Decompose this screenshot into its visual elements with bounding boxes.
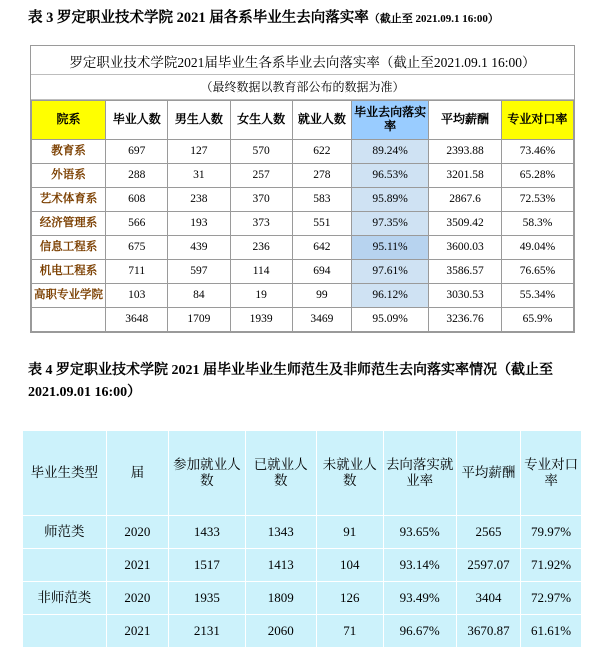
table3-cell: 84 — [168, 284, 230, 308]
table4-cell: 2565 — [456, 516, 521, 549]
table4-cell: 79.97% — [521, 516, 582, 549]
table3-cell: 288 — [106, 164, 168, 188]
table4-cell: 3404 — [456, 582, 521, 615]
table4-cell: 1343 — [245, 516, 316, 549]
table4-cell: 2021 — [106, 615, 168, 648]
table3 — [31, 100, 574, 332]
table4-cell: 2131 — [169, 615, 245, 648]
table3-cell: 103 — [106, 284, 168, 308]
table3-cell-dept: 外语系 — [32, 164, 106, 188]
table3-cell: 3201.58 — [429, 164, 502, 188]
table3-cell-rate: 97.61% — [351, 260, 428, 284]
table3-cell: 570 — [230, 140, 292, 164]
table-row — [23, 582, 582, 615]
table3-cell: 3648 — [106, 308, 168, 332]
table3-cell: 608 — [106, 188, 168, 212]
table3-cell: 127 — [168, 140, 230, 164]
table4-cell-type — [23, 615, 107, 648]
table3-cell-rate: 95.89% — [351, 188, 428, 212]
table3-header-graduates: 毕业人数 — [106, 101, 168, 140]
table4-cell: 1517 — [169, 549, 245, 582]
table4-cell: 93.65% — [383, 516, 456, 549]
table3-cell: 694 — [292, 260, 351, 284]
table3-cell-rate: 95.11% — [351, 236, 428, 260]
table3-cell: 193 — [168, 212, 230, 236]
table4-cell: 2020 — [106, 516, 168, 549]
table3-cell: 711 — [106, 260, 168, 284]
table-row — [32, 284, 574, 308]
table3-cell-dept — [32, 308, 106, 332]
table3-cell: 99 — [292, 284, 351, 308]
table3-cell-dept: 机电工程系 — [32, 260, 106, 284]
table-row — [32, 260, 574, 284]
table3-cell: 2867.6 — [429, 188, 502, 212]
table3-header-employed: 就业人数 — [292, 101, 351, 140]
table-row-total — [32, 308, 574, 332]
table4-container — [22, 430, 582, 648]
table3-cell: 72.53% — [501, 188, 573, 212]
table4-cell: 61.61% — [521, 615, 582, 648]
table3-cell: 566 — [106, 212, 168, 236]
table3-header-male: 男生人数 — [168, 101, 230, 140]
table3-cell: 622 — [292, 140, 351, 164]
table3-cell-dept: 艺术体育系 — [32, 188, 106, 212]
table-row — [23, 615, 582, 648]
table-row — [32, 236, 574, 260]
table3-cell: 597 — [168, 260, 230, 284]
table4-cell: 71.92% — [521, 549, 582, 582]
table3-cell: 370 — [230, 188, 292, 212]
table3-cell-rate: 89.24% — [351, 140, 428, 164]
table3-cell: 3509.42 — [429, 212, 502, 236]
table3-cell: 3236.76 — [429, 308, 502, 332]
table3-cell: 697 — [106, 140, 168, 164]
table4-cell: 91 — [316, 516, 383, 549]
table4-cell: 93.14% — [383, 549, 456, 582]
table3-header-salary: 平均薪酬 — [429, 101, 502, 140]
table3-cell: 73.46% — [501, 140, 573, 164]
table4-header-unemployed: 未就业人数 — [316, 431, 383, 516]
table4-cell: 71 — [316, 615, 383, 648]
table-row — [32, 188, 574, 212]
table4-header-rate: 去向落实就业率 — [383, 431, 456, 516]
table3-cell: 114 — [230, 260, 292, 284]
table4-cell: 104 — [316, 549, 383, 582]
table4-cell: 126 — [316, 582, 383, 615]
table3-cell: 19 — [230, 284, 292, 308]
table3-cell: 3469 — [292, 308, 351, 332]
table4-cell: 2597.07 — [456, 549, 521, 582]
table3-cell: 373 — [230, 212, 292, 236]
table3-cell: 76.65% — [501, 260, 573, 284]
table4-header-participants: 参加就业人数 — [169, 431, 245, 516]
table3-cell-rate: 96.53% — [351, 164, 428, 188]
table4-cell: 93.49% — [383, 582, 456, 615]
table4-cell: 2021 — [106, 549, 168, 582]
table3-cell-dept: 信息工程系 — [32, 236, 106, 260]
table4-cell-type: 师范类 — [23, 516, 107, 549]
table3-container — [30, 45, 575, 333]
table3-cell: 3586.57 — [429, 260, 502, 284]
table3-cell: 58.3% — [501, 212, 573, 236]
table4-header-row — [23, 431, 582, 516]
table3-cell: 31 — [168, 164, 230, 188]
table3-cell: 65.9% — [501, 308, 573, 332]
table3-caption-main: 表 3 罗定职业技术学院 2021 届各系毕业生去向落实率 — [28, 10, 369, 26]
table-row — [23, 516, 582, 549]
table3-cell: 1939 — [230, 308, 292, 332]
table3-cell: 257 — [230, 164, 292, 188]
table4-cell: 2020 — [106, 582, 168, 615]
table3-cell: 642 — [292, 236, 351, 260]
table4-cell: 1809 — [245, 582, 316, 615]
table3-cell-rate: 95.09% — [351, 308, 428, 332]
table3-header-dept: 院系 — [32, 101, 106, 140]
table3-cell: 2393.88 — [429, 140, 502, 164]
table3-cell: 278 — [292, 164, 351, 188]
table-row — [23, 549, 582, 582]
table3-caption-note: （截止至 2021.09.1 16:00） — [368, 13, 499, 25]
table-row — [32, 212, 574, 236]
table3-cell: 1709 — [168, 308, 230, 332]
table3-cell: 49.04% — [501, 236, 573, 260]
table3-cell: 238 — [168, 188, 230, 212]
table4-header-year: 届 — [106, 431, 168, 516]
table3-cell: 439 — [168, 236, 230, 260]
table4-cell-type — [23, 549, 107, 582]
table3-caption — [28, 6, 588, 27]
table4-header-type: 毕业生类型 — [23, 431, 107, 516]
table-row — [32, 140, 574, 164]
table3-cell-dept: 教育系 — [32, 140, 106, 164]
table-row — [32, 164, 574, 188]
table4-cell: 96.67% — [383, 615, 456, 648]
table3-cell-rate: 97.35% — [351, 212, 428, 236]
table3-title: 罗定职业技术学院2021届毕业生各系毕业去向落实率（截止至2021.09.1 16:00） — [31, 46, 574, 75]
table3-header-rate: 毕业去向落实率 — [351, 101, 428, 140]
table3-header-match: 专业对口率 — [501, 101, 573, 140]
table4-cell: 2060 — [245, 615, 316, 648]
table3-cell: 675 — [106, 236, 168, 260]
table4-cell: 3670.87 — [456, 615, 521, 648]
table3-cell: 3600.03 — [429, 236, 502, 260]
table4-cell: 1413 — [245, 549, 316, 582]
table3-cell: 3030.53 — [429, 284, 502, 308]
table3-subtitle: （最终数据以教育部公布的数据为准） — [31, 75, 574, 100]
table3-cell: 236 — [230, 236, 292, 260]
table3-header-female: 女生人数 — [230, 101, 292, 140]
table3-cell-dept: 高职专业学院 — [32, 284, 106, 308]
table4-header-salary: 平均薪酬 — [456, 431, 521, 516]
table3-cell: 65.28% — [501, 164, 573, 188]
table4-cell: 72.97% — [521, 582, 582, 615]
table3-cell: 551 — [292, 212, 351, 236]
table4-caption: 表 4 罗定职业技术学院 2021 届毕业毕业生师范生及非师范生去向落实率情况（截止至 2021.09.01 16:00） — [28, 363, 553, 400]
table3-cell-rate: 96.12% — [351, 284, 428, 308]
table4-cell-type: 非师范类 — [23, 582, 107, 615]
table3-cell: 583 — [292, 188, 351, 212]
table3-header-row — [32, 101, 574, 140]
table4-header-employed: 已就业人数 — [245, 431, 316, 516]
table4-cell: 1433 — [169, 516, 245, 549]
table4 — [22, 430, 582, 648]
table3-cell: 55.34% — [501, 284, 573, 308]
table3-cell-dept: 经济管理系 — [32, 212, 106, 236]
table4-header-match: 专业对口率 — [521, 431, 582, 516]
table4-cell: 1935 — [169, 582, 245, 615]
